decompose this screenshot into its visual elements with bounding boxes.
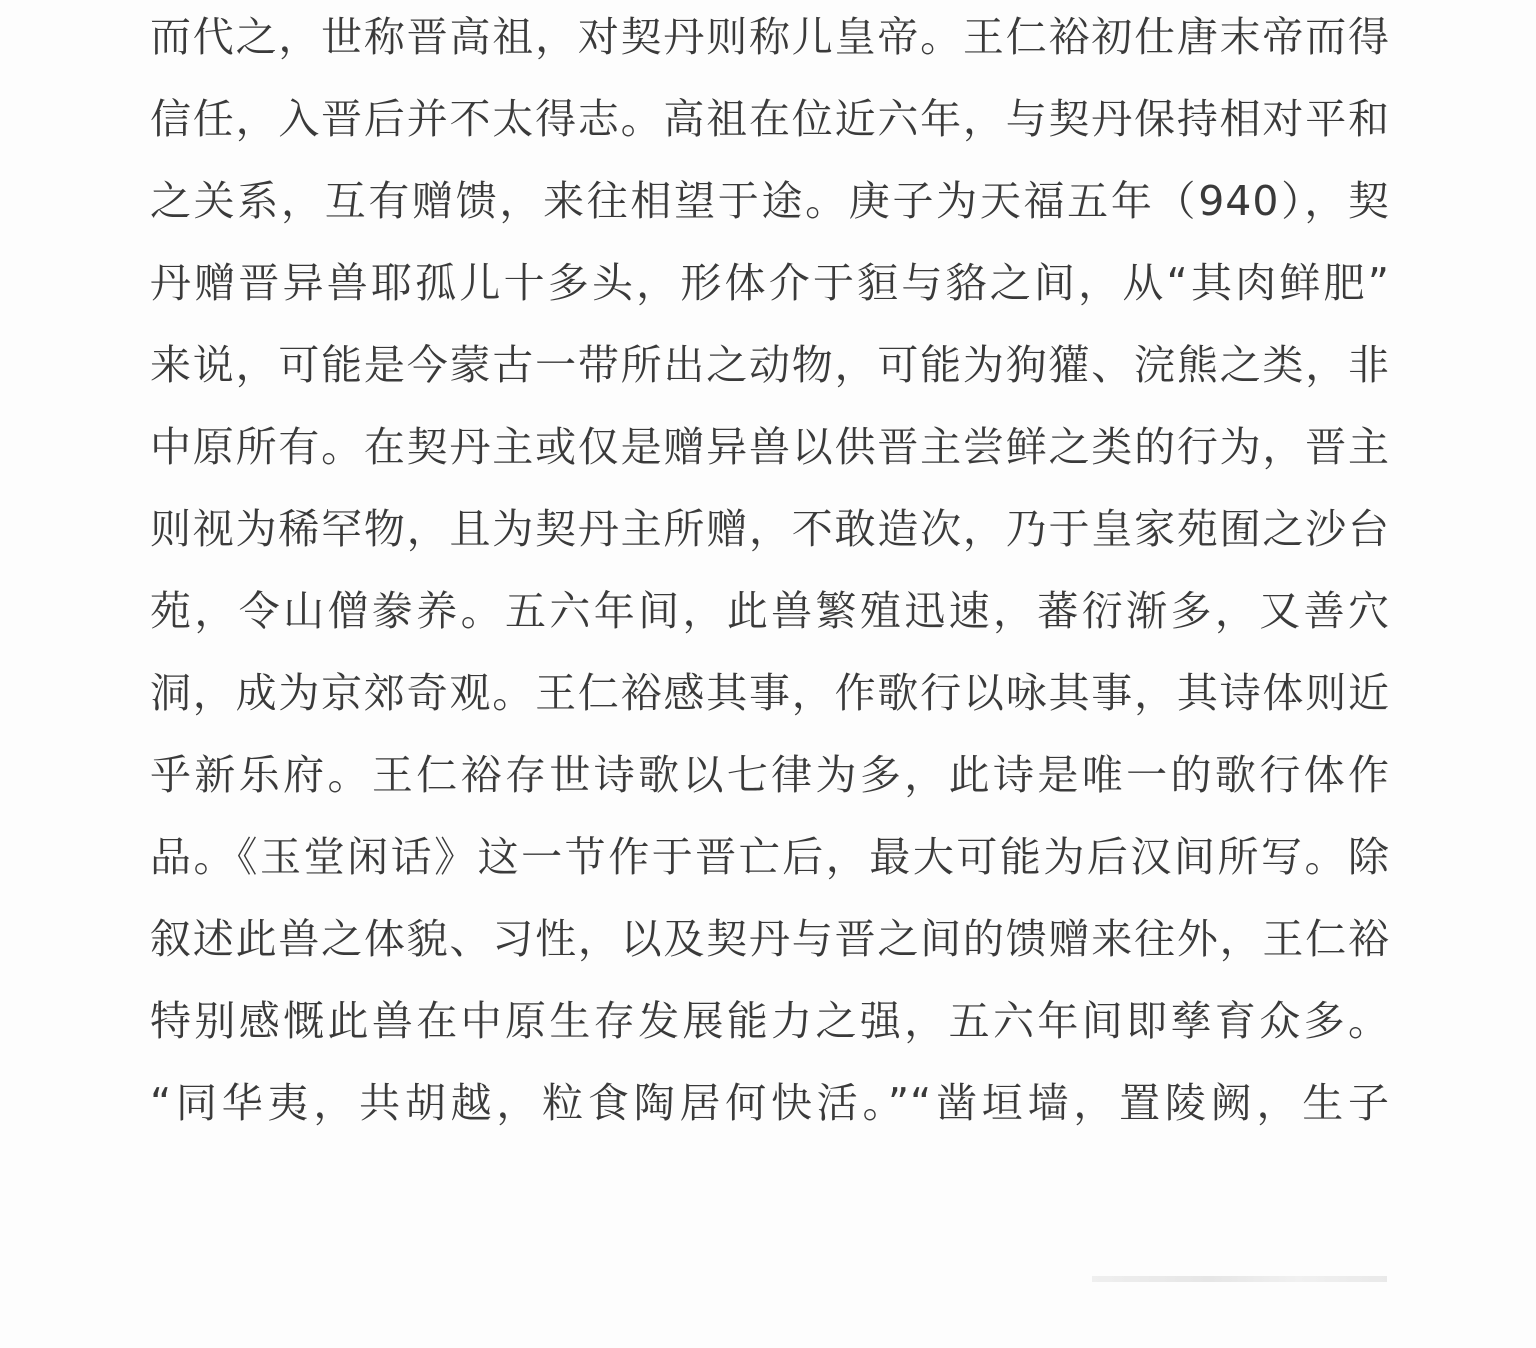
- text-line: 来说，可能是今蒙古一带所出之动物，可能为狗獾、浣熊之类，非: [150, 341, 1390, 389]
- text-line: 品。《玉堂闲话》这一节作于晋亡后，最大可能为后汉间所写。除: [150, 833, 1390, 881]
- text-line: 洞，成为京郊奇观。王仁裕感其事，作歌行以咏其事，其诗体则近: [150, 669, 1390, 717]
- text-line: 中原所有。在契丹主或仅是赠异兽以供晋主尝鲜之类的行为，晋主: [150, 423, 1390, 471]
- text-line: 则视为稀罕物，且为契丹主所赠，不敢造次，乃于皇家苑囿之沙台: [150, 505, 1390, 553]
- text-line: 叙述此兽之体貌、习性，以及契丹与晋之间的馈赠来往外，王仁裕: [150, 915, 1390, 963]
- text-line: 丹赠晋异兽耶孤儿十多头，形体介于貆与貉之间，从“其肉鲜肥”: [150, 259, 1390, 307]
- text-line: “同华夷，共胡越，粒食陶居何快活。”“凿垣墙，置陵阙，生子: [150, 1079, 1390, 1127]
- text-line: 苑，令山僧豢养。五六年间，此兽繁殖迅速，蕃衍渐多，又善穴: [150, 587, 1390, 635]
- text-line: 乎新乐府。王仁裕存世诗歌以七律为多，此诗是唯一的歌行体作: [150, 751, 1390, 799]
- text-line: 特别感慨此兽在中原生存发展能力之强，五六年间即孳育众多。: [150, 997, 1390, 1045]
- footer-rule: [1092, 1276, 1387, 1282]
- text-line: 信任，入晋后并不太得志。高祖在位近六年，与契丹保持相对平和: [150, 95, 1390, 143]
- text-line: 而代之，世称晋高祖，对契丹则称儿皇帝。王仁裕初仕唐末帝而得: [150, 13, 1390, 61]
- text-line: 之关系，互有赠馈，来往相望于途。庚子为天福五年（940），契: [150, 177, 1390, 225]
- body-text: [150, 6, 1390, 1154]
